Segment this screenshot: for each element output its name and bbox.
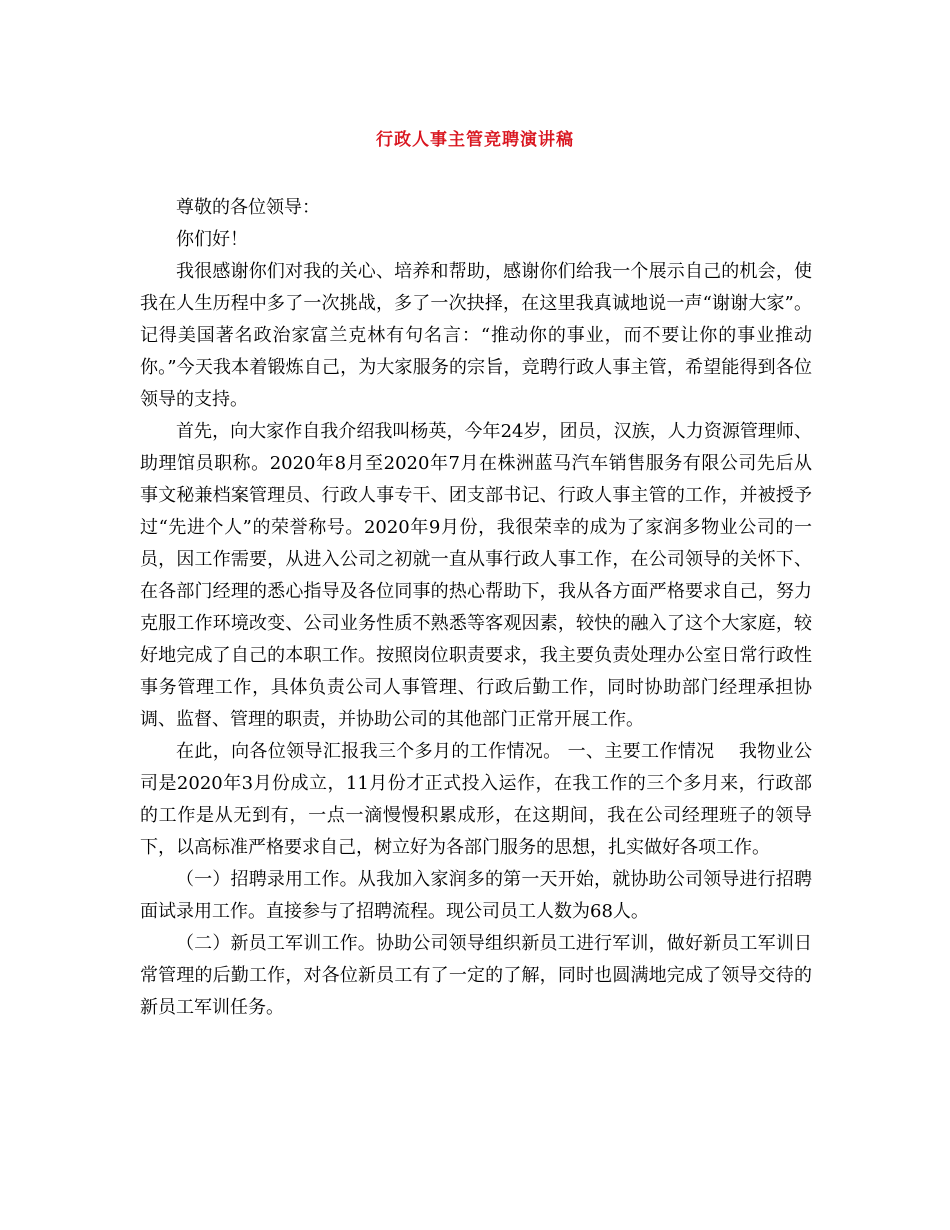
paragraph-military-training: （二）新员工军训工作。协助公司领导组织新员工进行军训，做好新员工军训日常管理的后勤工作，对各位新员工有了一定的了解，同时也圆满地完成了领导交待的新员工军训任务。 (140, 933, 812, 1018)
document-title: 行政人事主管竞聘演讲稿 (376, 130, 574, 150)
paragraph-recruitment: （一）招聘录用工作。从我加入家润多的第一天开始，就协助公司领导进行招聘面试录用工作。直接参与了招聘流程。现公司员工人数为68人。 (140, 869, 812, 922)
paragraph-self-introduction: 首先，向大家作自我介绍我叫杨英，今年24岁，团员，汉族，人力资源管理师、助理馆员职称。2020年8月至2020年7月在株洲蓝马汽车销售服务有限公司先后从事文秘兼档案管理员、行政人事专干、团支部书记、行政人事主管的工作，并被授予过“先进个人”的荣誉称号。2020年9月份，我很荣幸的成为了家润多物业公司的一员，因工作需要，从进入公司之初就一直从事行政人事工作，在公司领导的关怀下、在各部门经理的悉心指导及各位同事的热心帮助下，我从各方面严格要求自己，努力克服工作环境改变、公司业务性质不熟悉等客观因素，较快的融入了这个大家庭，较好地完成了自己的本职工作。按照岗位职责要求，我主要负责处理办公室日常行政性事务管理工作，具体负责公司人事管理、行政后勤工作，同时协助部门经理承担协调、监督、管理的职责，并协助公司的其他部门正常开展工作。 (140, 421, 812, 730)
paragraph-work-report: 在此，向各位领导汇报我三个多月的工作情况。 一、主要工作情况 我物业公司是2020年3月份成立，11月份才正式投入运作，在我工作的三个多月来，行政部的工作是从无到有，一点一滴慢慢积累成形，在这期间，我在公司经理班子的领导下，以高标准严格要求自己，树立好为各部门服务的思想，扎实做好各项工作。 (140, 741, 812, 858)
paragraph-thanks: 我很感谢你们对我的关心、培养和帮助，感谢你们给我一个展示自己的机会，使我在人生历程中多了一次挑战，多了一次抉择，在这里我真诚地说一声“谢谢大家”。记得美国著名政治家富兰克林有句名言：“推动你的事业，而不要让你的事业推动你。”今天我本着锻炼自己，为大家服务的宗旨，竞聘行政人事主管，希望能得到各位领导的支持。 (140, 261, 812, 410)
document-body (140, 192, 812, 1024)
greeting: 你们好！ (176, 229, 248, 250)
salutation: 尊敬的各位领导： (176, 197, 320, 218)
